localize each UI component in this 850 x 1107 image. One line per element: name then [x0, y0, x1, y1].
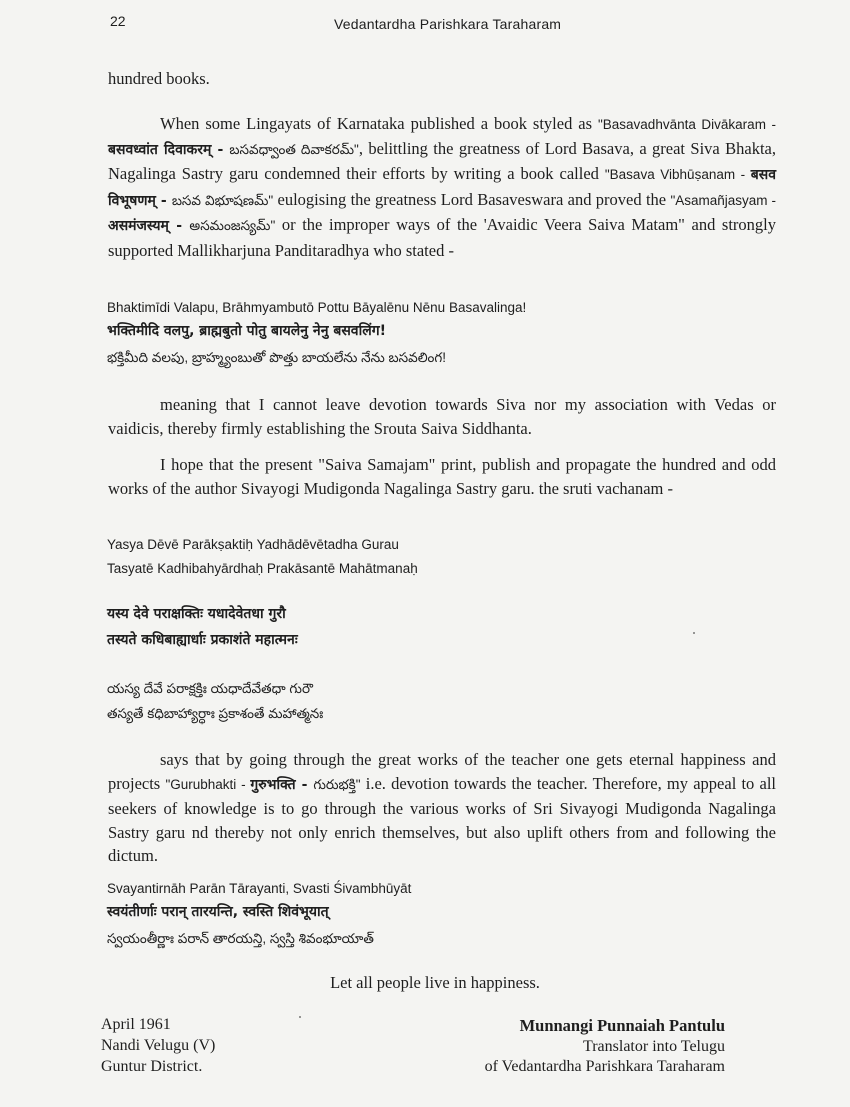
signatory-name: Munnangi Punnaiah Pantulu — [519, 1016, 725, 1035]
book-title-telugu: బసవ విభూషణమ్" — [171, 192, 274, 208]
verse3-roman: Svayantirnāh Parān Tārayanti, Svasti Śivambhūyāt — [107, 881, 412, 896]
verse1-roman: Bhaktimīdi Valapu, Brāhmyambutō Pottu Bāyalēnu Nēnu Basavalinga! — [107, 300, 527, 315]
signatory-work: of Vedantardha Parishkara Taraharam — [484, 1058, 725, 1075]
signature-block — [398, 1016, 725, 1078]
verse2-devanagari-line2: तस्यते कधिबाह्यार्धाः प्रकाशंते महात्मनः — [107, 632, 298, 648]
paragraph-text: says that by going through the great works of the teacher one gets eternal happiness and projects — [108, 750, 776, 793]
place-date-block — [101, 1014, 215, 1077]
term-telugu: గురుభక్తి" — [313, 776, 361, 792]
signatory-role: Translator into Telugu — [583, 1037, 725, 1055]
paragraph-guru — [108, 748, 776, 868]
book-title-telugu: అసమంజస్యమ్" — [189, 218, 276, 233]
book-title-telugu: బసవధ్వాంత దివాకరమ్" — [229, 141, 359, 157]
print-speck — [299, 1016, 301, 1018]
paragraph-hope: I hope that the present "Saiva Samajam" print, publish and propagate the hundred and odd works of the author Sivayogi Mudigonda Nagalinga Sastry garu. the sruti vachanam - — [108, 455, 776, 498]
paragraph-text: When some Lingayats of Karnataka published a book styled as — [160, 114, 598, 133]
verse2-roman-line2: Tasyatē Kadhibahyārdhaḥ Prakāsantē Mahātmanaḥ — [107, 561, 418, 576]
verse1-devanagari: भक्तिमीदि वलपु, ब्राह्मबुतो पोतु बायलेनु नेनु बसवलिंग! — [107, 323, 386, 339]
village: Nandi Velugu (V) — [101, 1037, 216, 1054]
paragraph-meaning: meaning that I cannot leave devotion towards Siva nor my association with Vedas or vaidicis, thereby firmly establishing the Srouta Saiva Siddhanta. — [108, 395, 776, 438]
verse1-telugu: భక్తిమీది వలపు, బ్రాహ్మ్యంబుతో పొత్తు బాయలేను నేను బసవలింగ! — [107, 350, 447, 365]
verse3-devanagari: स्वयंतीर्णाः परान् तारयन्ति, स्वस्ति शिवंभूयात् — [107, 904, 329, 920]
verse2-telugu-line2: తస్యతే కధిబాహ్యార్ధాః ప్రకాశంతే మహాత్మనః — [107, 706, 324, 721]
paragraph-text: or the improper ways of the 'Avaidic Veera Saiva Matam" and strongly supported Mallikharjuna Panditaradhya who stated - — [108, 215, 777, 260]
term-roman: "Gurubhakti - — [165, 776, 251, 792]
running-title: Vedantardha Parishkara Taraharam — [334, 16, 562, 32]
book-title-devanagari: असमंजस्यम् - — [108, 218, 190, 234]
book-title-devanagari: बसव विभूषणम् - — [108, 167, 777, 209]
verse2-telugu-line1: యస్య దేవే పరాక్షక్తిః యధాదేవేతధా గురౌ — [107, 681, 313, 696]
closing-line: Let all people live in happiness. — [330, 973, 540, 992]
paragraph-text: eulogising the greatness Lord Basaveswara and proved the — [273, 189, 671, 209]
book-title-devanagari: बसवध्वांत दिवाकरम् - — [108, 141, 230, 158]
verse3-telugu: స్వయంతీర్ణాః పరాన్ తారయన్తి, స్వస్తి శివంభూయాత్ — [107, 931, 374, 946]
book-title-roman: "Basava Vibhūṣanam - — [604, 167, 751, 182]
paragraph-text: i.e. devotion towards the teacher. Therefore, my appeal to all seekers of knowledge is to go through the various works of Sri Sivayogi Mudigonda Nagalinga Sastry garu nd thereby not only enrich themselves, but also uplift others from and following the dictum. — [108, 773, 777, 865]
print-speck — [693, 632, 695, 634]
paragraph-continuation: hundred books. — [108, 69, 210, 88]
paragraph-text: , belittling the greatness of Lord Basava, a great Siva Bhakta, Nagalinga Sastry garu condemned their efforts by writing a book called — [108, 138, 776, 183]
book-title-roman: "Asamañjasyam - — [670, 192, 776, 208]
page-number: 22 — [110, 13, 126, 29]
paragraph-basava — [108, 112, 776, 262]
book-title-roman: "Basavadhvānta Divākaram - — [597, 117, 777, 132]
district: Guntur District. — [101, 1058, 203, 1075]
verse2-devanagari-line1: यस्य देवे पराक्षक्तिः यधादेवेतधा गुरौ — [107, 606, 286, 622]
verse2-roman-line1: Yasya Dēvē Parākṣaktiḥ Yadhādēvētadha Gurau — [107, 537, 399, 552]
term-devanagari: गुरुभक्ति - — [250, 776, 314, 793]
date: April 1961 — [101, 1016, 171, 1033]
